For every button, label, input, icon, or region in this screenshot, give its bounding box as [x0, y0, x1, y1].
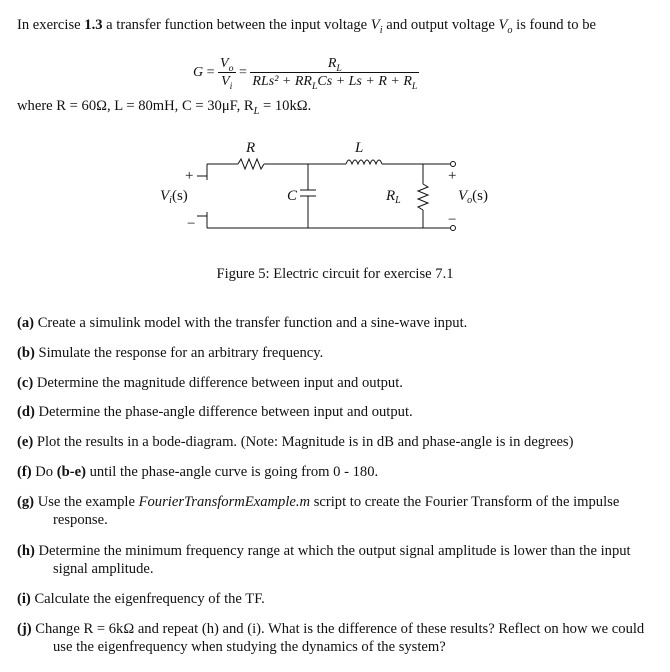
- resistor-rl: [418, 184, 428, 210]
- question-g: (g) Use the example FourierTransformExample.m script to create the Fourier Transform of the impulse response.: [17, 494, 620, 528]
- input-minus-sign: −: [187, 216, 196, 232]
- label-l: L: [355, 140, 364, 156]
- fraction-vo-vi: $\frac{V_o}{V_i}$: [220, 56, 234, 92]
- figure-caption: Figure 5: Electric circuit for exercise 7.1: [216, 266, 454, 282]
- label-vout: $V_o(s)$: [458, 188, 488, 206]
- question-i: (i) Calculate the eigenfrequency of the TF.: [17, 591, 265, 607]
- label-rl: $R_L$: [386, 188, 401, 206]
- question-f: (f) Do (b-e) until the phase-angle curve is going from 0 - 180.: [17, 464, 379, 480]
- resistor-r: [238, 159, 264, 169]
- output-terminal-top: [451, 162, 456, 167]
- question-h: (h) Determine the minimum frequency range at which the output signal amplitude is lower than the input signal amplitude.: [17, 543, 631, 577]
- parameter-values: where R = 60Ω, L = 80mH, C = 30μF, $R_L = 10k\Omega$.: [17, 98, 312, 117]
- question-j: (j) Change R = 6kΩ and repeat (h) and (i). What is the difference of these results? Reflect on how we could use the eigenfrequency when studying the dynamics of the system?: [17, 621, 645, 655]
- label-vin: $V_i(s)$: [160, 188, 188, 206]
- question-a: (a) Create a simulink model with the transfer function and a sine-wave input.: [17, 315, 468, 331]
- output-plus-sign: +: [448, 168, 457, 184]
- circuit-diagram: [150, 132, 520, 247]
- question-d: (d) Determine the phase-angle difference between input and output.: [17, 404, 413, 420]
- question-b: (b) Simulate the response for an arbitrary frequency.: [17, 345, 324, 361]
- inductor-l: [346, 160, 382, 164]
- input-plus-sign: +: [185, 168, 194, 184]
- label-c: C: [287, 188, 298, 204]
- intro-text: In exercise 1.3 a transfer function between the input voltage $V_i$ and output voltage $V_o$ is found to be: [17, 17, 597, 36]
- transfer-function-equation: G = $\frac{V_o}{V_i}$ = $\frac{R_L}{RLs^2 + RR_LCs + Ls + R + R_L}$: [193, 56, 418, 92]
- question-c: (c) Determine the magnitude difference between input and output.: [17, 375, 403, 391]
- fraction-transfer: $\frac{R_L}{RLs^2 + RR_LCs + Ls + R + R_L}$: [252, 56, 418, 92]
- question-e: (e) Plot the results in a bode-diagram. (Note: Magnitude is in dB and phase-angle is in degrees): [17, 434, 574, 450]
- label-r: R: [246, 140, 256, 156]
- output-minus-sign: −: [448, 212, 457, 228]
